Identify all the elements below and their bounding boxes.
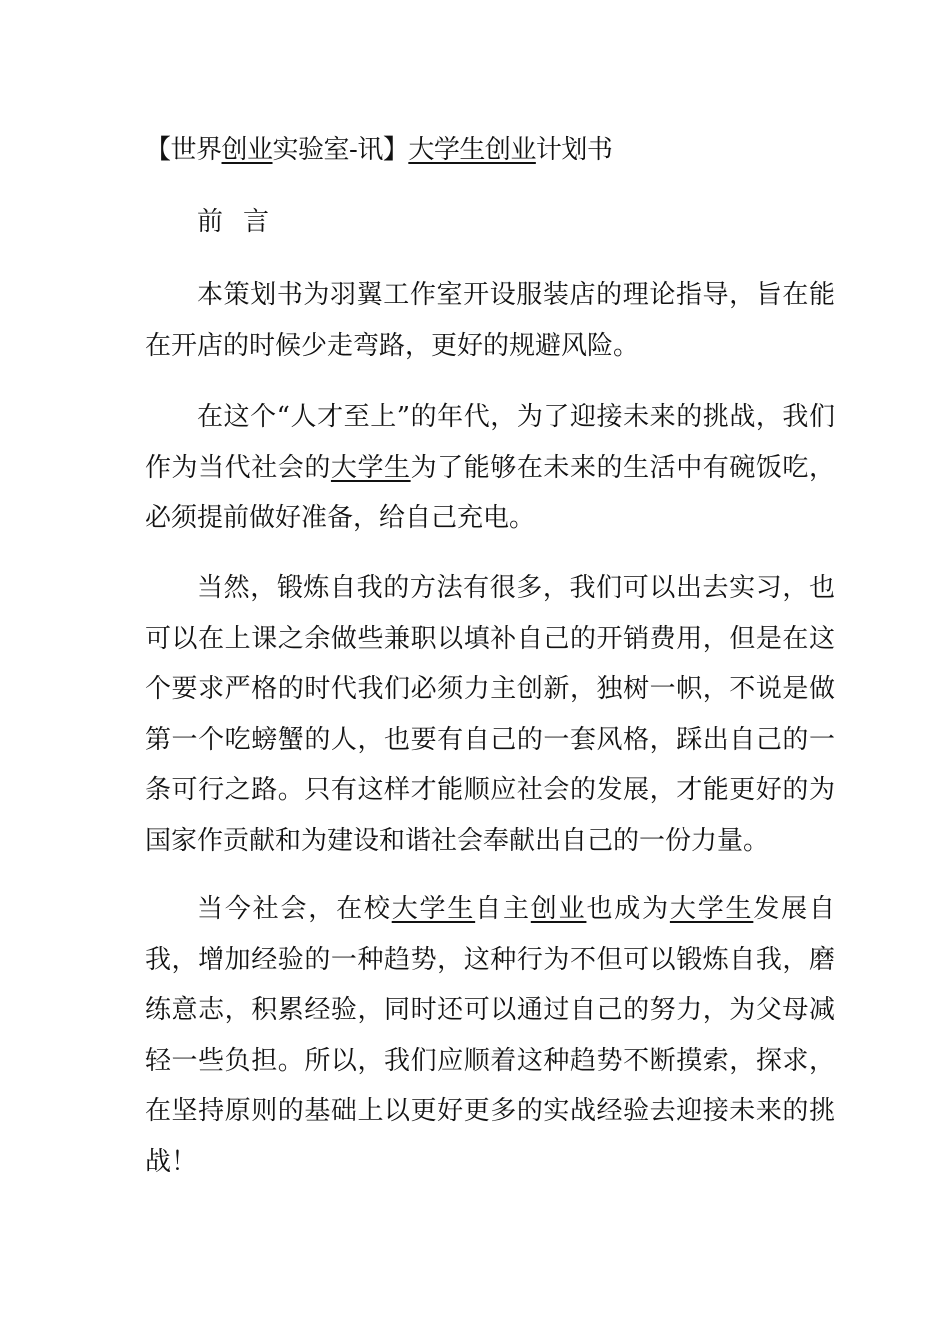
- paragraph-era: [145, 392, 835, 544]
- title-part: 实验室-讯】: [272, 135, 409, 165]
- paragraph-self-improvement: 当然，锻炼自我的方法有很多，我们可以出去实习，也可以在上课之余做些兼职以填补自己的开销费用，但是在这个要求严格的时代我们必须力主创新，独树一帜，不说是做第一个吃螃蟹的人，也要有自己的一套风格，踩出自己的一条可行之路。只有这样才能顺应社会的发展，才能更好的为国家作贡献和为建设和谐社会奉献出自己的一份力量。: [145, 573, 835, 856]
- link-daxuesheng[interactable]: 大学生: [330, 452, 411, 483]
- paragraph-society: [145, 884, 835, 1187]
- paragraph-text: 为了能够在未来的生活中有碗饭吃，必须提前做好准备，给自己充电。: [145, 452, 835, 533]
- section-heading: 前言: [197, 207, 290, 237]
- link-chuangye[interactable]: 创业: [530, 894, 587, 924]
- paragraph-text: 当今社会，在校: [197, 894, 392, 924]
- paragraph-text: 自主: [475, 894, 531, 924]
- paragraph-intro: 本策划书为羽翼工作室开设服装店的理论指导，旨在能在开店的时候少走弯路，更好的规避风险。: [145, 280, 835, 361]
- title-link-daxuesheng-chuangye[interactable]: 大学生创业: [408, 135, 536, 165]
- title-link-chuangye[interactable]: 创业: [221, 135, 273, 165]
- paragraph-text: 也成为: [586, 894, 670, 924]
- link-daxuesheng[interactable]: 大学生: [391, 894, 476, 924]
- title-part: 计划书: [535, 135, 613, 165]
- document-title: [145, 132, 612, 168]
- title-part: 【世界: [145, 135, 222, 165]
- link-daxuesheng[interactable]: 大学生: [669, 894, 754, 924]
- paragraph-text: 发展自我，增加经验的一种趋势，这种行为不但可以锻炼自我，磨练意志，积累经验，同时还可以通过自己的努力，为父母减轻一些负担。所以，我们应顺着这种趋势不断摸索，探求，在坚持原则的基础上以更好更多的实战经验去迎接未来的挑战！: [145, 894, 835, 1177]
- paragraph-text: 在这个“人才至上”的年代，为了迎接未来的挑战，我们作为当代社会的: [145, 402, 835, 483]
